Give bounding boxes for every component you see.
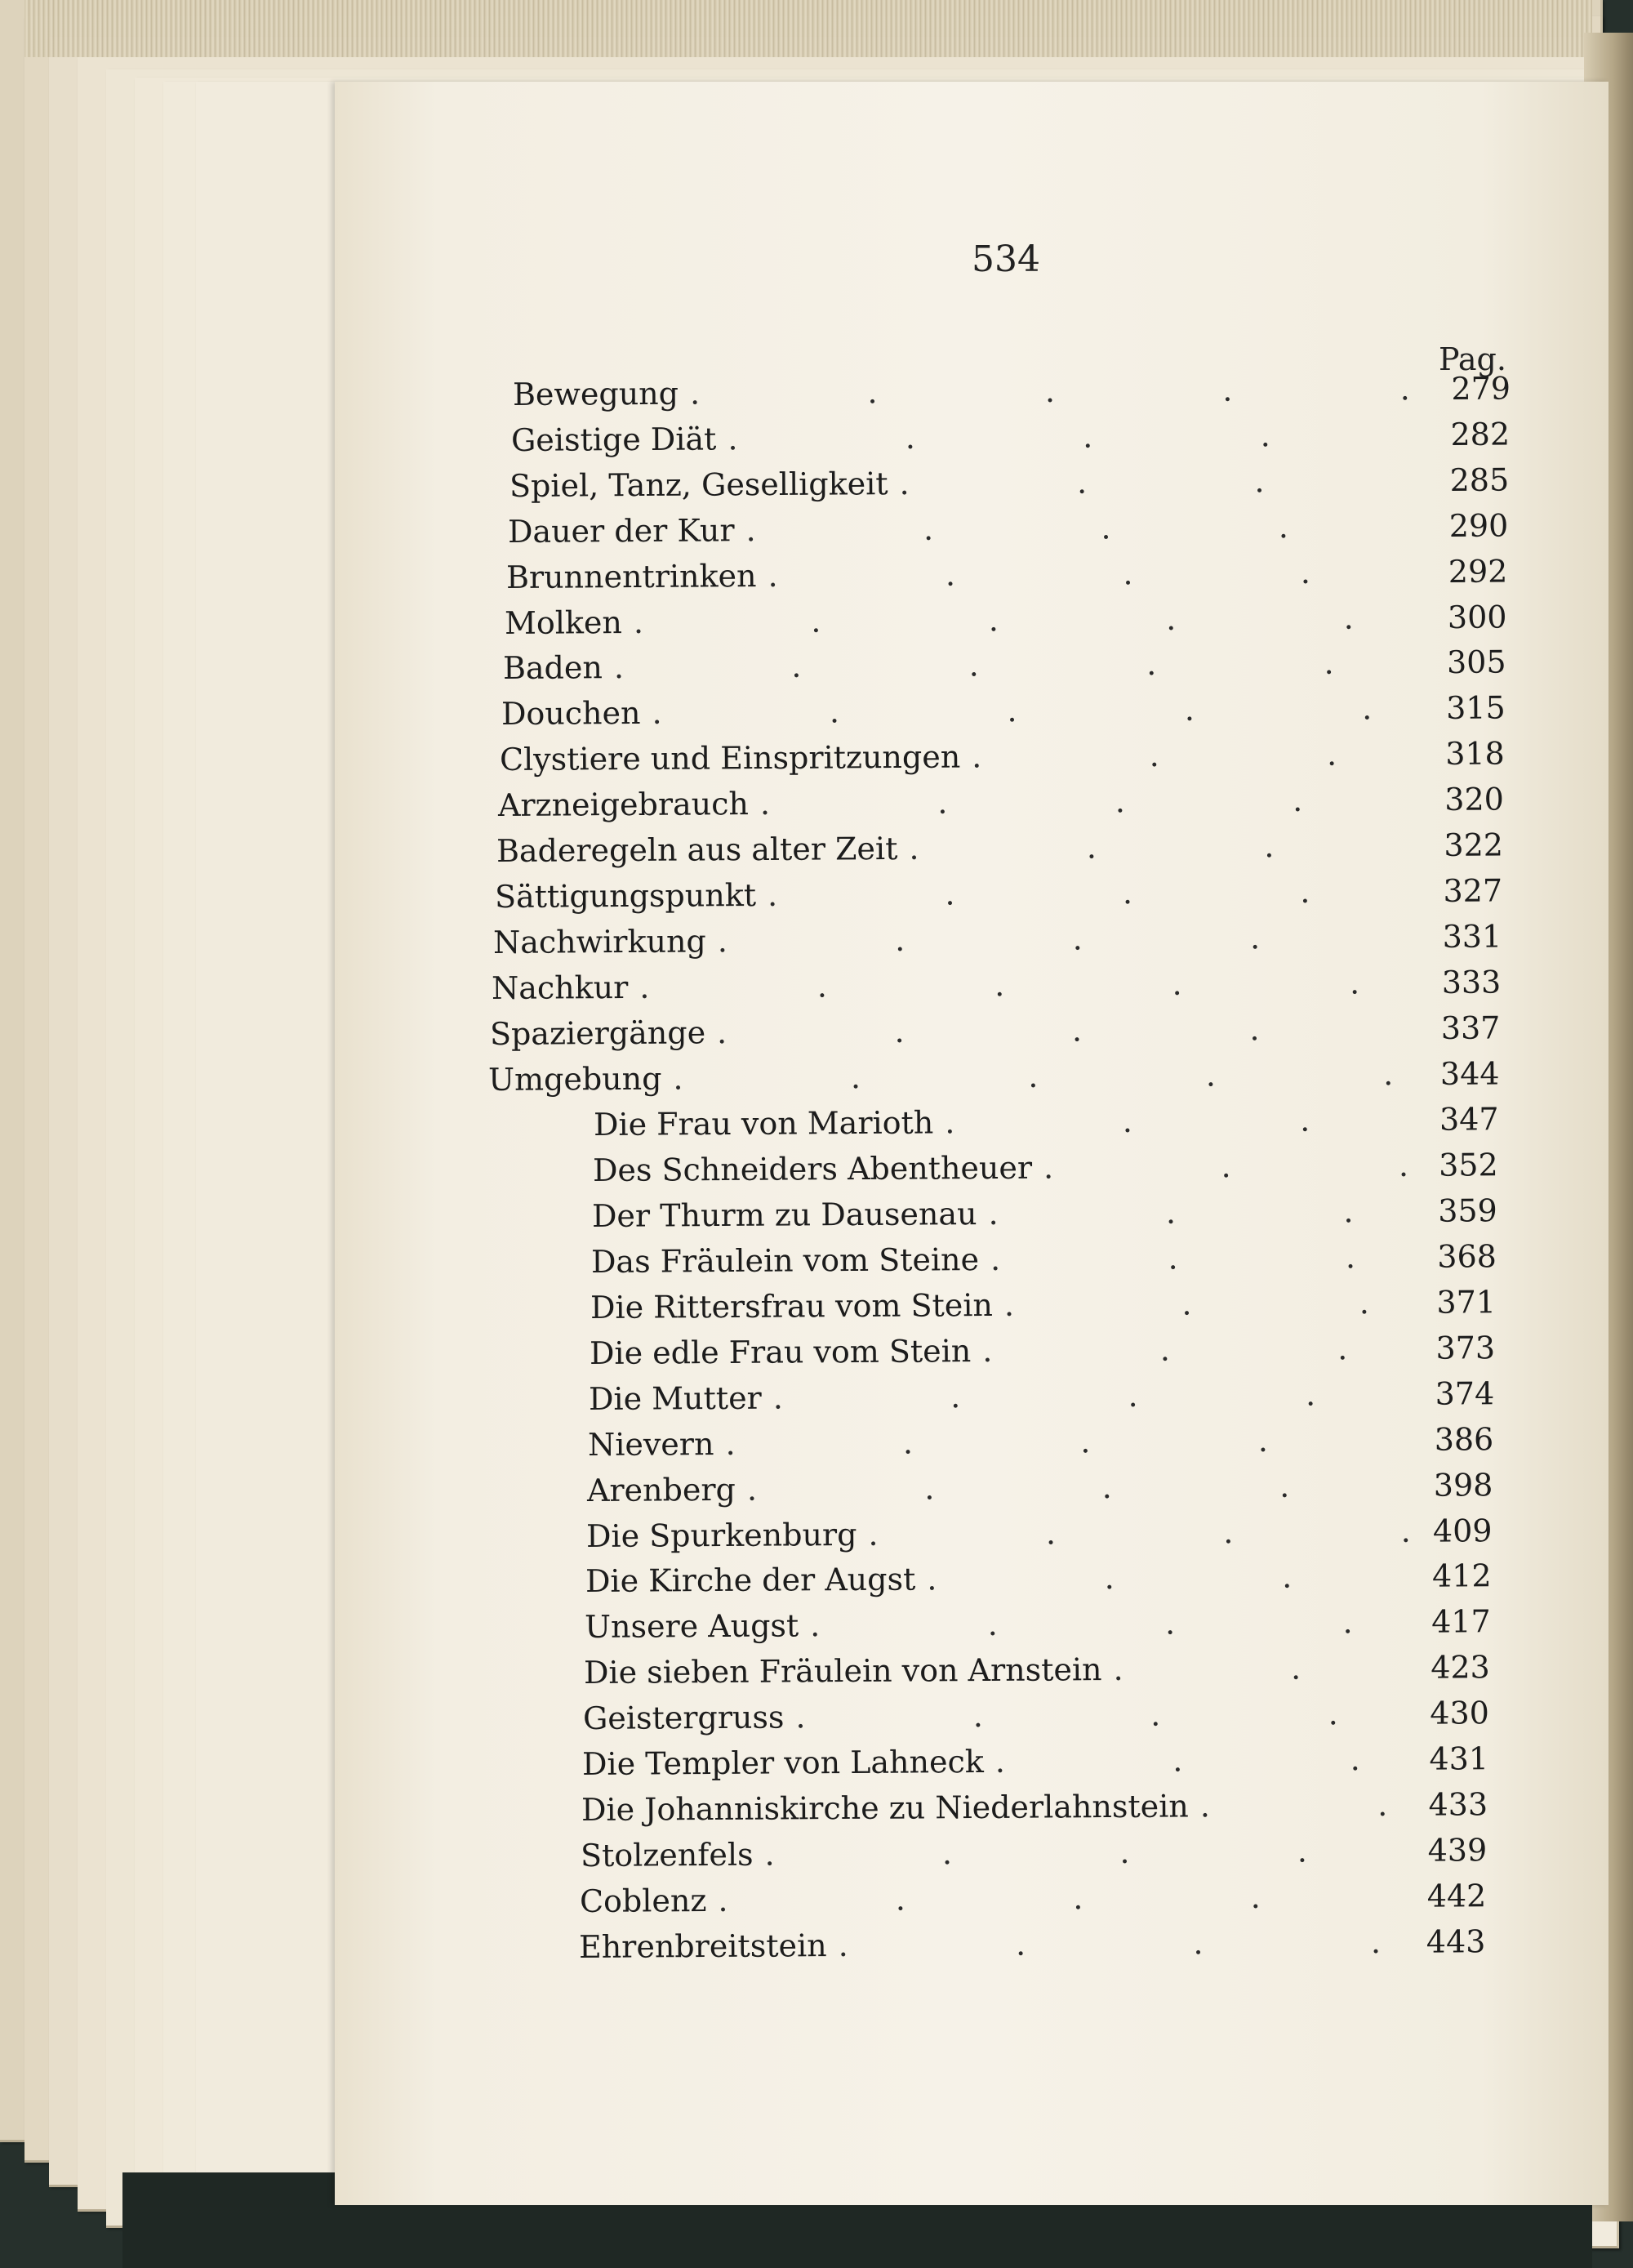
toc-entry-title: Das Fräulein vom Steine xyxy=(590,1241,980,1281)
toc-leader-dots xyxy=(768,550,1426,598)
toc-entry-page: 318 xyxy=(1445,735,1505,773)
toc-entry-page: 352 xyxy=(1439,1147,1498,1183)
toc-entry xyxy=(488,1051,1500,1102)
toc-leader-dots xyxy=(810,1600,1409,1647)
toc-entry-page: 386 xyxy=(1434,1420,1494,1458)
toc-entry xyxy=(505,595,1507,644)
toc-entry-page: 417 xyxy=(1431,1603,1491,1640)
toc-entry-title: Spiel, Tanz, Geselligkeit xyxy=(509,465,888,504)
toc-entry xyxy=(583,1691,1489,1740)
toc-entry xyxy=(579,1919,1486,1969)
toc-entry-title: Molken xyxy=(504,604,623,641)
toc-entry-page: 398 xyxy=(1433,1466,1493,1504)
toc-entry-page: 300 xyxy=(1447,599,1507,635)
toc-entry-page: 322 xyxy=(1444,827,1504,863)
toc-entry-title: Baderegeln aus alter Zeit xyxy=(496,830,898,869)
toc-leader-dots xyxy=(995,1737,1407,1784)
toc-entry-title: Clystiere und Einspritzungen xyxy=(499,738,961,778)
toc-entry xyxy=(588,1417,1494,1467)
toc-entry-title: Die Mutter xyxy=(588,1379,762,1417)
toc-entry xyxy=(590,1280,1496,1330)
toc-entry xyxy=(493,914,1502,965)
toc-entry-title: Die Rittersfrau vom Stein xyxy=(590,1286,994,1326)
toc-leader-dots xyxy=(1113,1646,1408,1691)
toc-entry-page: 359 xyxy=(1438,1192,1497,1229)
toc-entry xyxy=(592,1188,1497,1238)
toc-entry-page: 431 xyxy=(1429,1740,1489,1777)
toc-entry-title: Geistige Diät xyxy=(510,421,717,458)
toc-entry xyxy=(591,1234,1497,1284)
toc-leader-dots xyxy=(795,1691,1408,1740)
toc-leader-dots xyxy=(725,1418,1412,1466)
toc-entry-title: Baden xyxy=(502,649,603,687)
toc-entry-title: Die Spurkenburg xyxy=(585,1516,857,1554)
toc-leader-dots xyxy=(988,1189,1416,1236)
toc-entry xyxy=(492,960,1502,1010)
toc-entry-page: 368 xyxy=(1437,1238,1497,1275)
toc-entry-page: 315 xyxy=(1446,689,1506,727)
toc-entry xyxy=(508,503,1509,553)
toc-leader-dots xyxy=(614,640,1425,689)
toc-entry-title: Des Schneiders Abentheuer xyxy=(592,1150,1033,1189)
toc-entry-page: 423 xyxy=(1431,1649,1490,1686)
toc-entry xyxy=(498,778,1504,828)
toc-entry-page: 320 xyxy=(1444,781,1505,818)
toc-entry xyxy=(590,1326,1495,1375)
toc-entry xyxy=(509,457,1509,507)
toc-leader-dots xyxy=(868,1508,1410,1556)
toc-entry-page: 279 xyxy=(1451,370,1511,407)
toc-entry-title: Arzneigebrauch xyxy=(497,786,750,824)
toc-entry-page: 290 xyxy=(1448,507,1509,544)
toc-entry-title: Die sieben Fräulein von Arnstein xyxy=(583,1651,1102,1691)
toc-entry xyxy=(506,549,1508,599)
toc-leader-dots xyxy=(972,732,1423,778)
toc-entry xyxy=(585,1600,1491,1650)
toc-leader-dots xyxy=(747,1463,1412,1511)
toc-leader-dots xyxy=(764,1829,1405,1877)
toc-entry-title: Douchen xyxy=(501,695,641,733)
toc-entry-title: Die edle Frau vom Stein xyxy=(589,1333,972,1371)
toc-entry xyxy=(594,1098,1499,1147)
toc-leader-dots xyxy=(909,823,1422,871)
toc-leader-dots xyxy=(717,1006,1419,1054)
toc-entry xyxy=(511,412,1510,461)
toc-entry-title: Arenberg xyxy=(586,1471,736,1508)
toc-entry-title: Unsere Augst xyxy=(584,1607,799,1646)
toc-leader-dots xyxy=(639,960,1419,1009)
toc-entry-title: Spaziergänge xyxy=(489,1014,706,1052)
toc-entry-page: 333 xyxy=(1441,964,1502,1000)
toc-entry xyxy=(495,868,1502,919)
toc-entry-title: Die Kirche der Augst xyxy=(585,1561,916,1600)
toc-leader-dots xyxy=(1200,1783,1407,1829)
toc-leader-dots xyxy=(990,1235,1415,1281)
toc-entry-title: Bewegung xyxy=(512,375,679,412)
toc-entry xyxy=(503,640,1506,691)
toc-leader-dots xyxy=(718,1874,1404,1923)
toc-leader-dots xyxy=(652,686,1423,735)
toc-entry xyxy=(500,732,1505,782)
toc-entry-page: 374 xyxy=(1435,1375,1495,1412)
toc-leader-dots xyxy=(773,1372,1413,1420)
toc-entry-page: 373 xyxy=(1435,1330,1496,1366)
toc-leader-dots xyxy=(927,1554,1410,1602)
toc-leader-dots xyxy=(760,778,1422,826)
toc-entry-page: 305 xyxy=(1446,644,1506,681)
toc-leader-dots xyxy=(673,1052,1417,1101)
toc-entry-page: 433 xyxy=(1428,1786,1488,1823)
toc-leader-dots xyxy=(745,504,1426,552)
toc-entry-page: 331 xyxy=(1442,918,1502,955)
toc-leader-dots xyxy=(945,1098,1417,1145)
toc-entry-title: Nachkur xyxy=(491,969,629,1006)
toc-entry xyxy=(580,1874,1487,1923)
toc-entry-title: Nievern xyxy=(587,1425,714,1463)
toc-entry-page: 344 xyxy=(1439,1054,1500,1092)
toc-entry-page: 439 xyxy=(1427,1832,1488,1869)
toc-leader-dots xyxy=(690,367,1429,416)
toc-entry-title: Ehrenbreitstein xyxy=(578,1927,827,1965)
page-number: 534 xyxy=(972,238,1040,280)
toc-entry xyxy=(581,1782,1488,1832)
toc-entry-page: 442 xyxy=(1426,1877,1487,1914)
toc-entry xyxy=(589,1371,1494,1421)
toc-entry-title: Umgebung xyxy=(487,1060,662,1098)
toc-leader-dots xyxy=(982,1326,1413,1373)
toc-entry-title: Coblenz xyxy=(579,1882,707,1919)
toc-leader-dots xyxy=(718,915,1421,963)
toc-entry-title: Sättigungspunkt xyxy=(494,876,757,915)
toc-entry-title: Die Templer von Lahneck xyxy=(581,1743,984,1782)
toc-entry xyxy=(593,1143,1498,1193)
toc-entry xyxy=(496,822,1503,873)
toc-entry-title: Die Johanniskirche zu Niederlahnstein xyxy=(581,1788,1189,1828)
toc-leader-dots xyxy=(838,1919,1404,1967)
toc-entry-page: 282 xyxy=(1450,416,1511,452)
toc-leader-dots xyxy=(728,412,1428,461)
toc-entry-page: 443 xyxy=(1426,1923,1486,1960)
toc-entry-title: Stolzenfels xyxy=(580,1836,754,1874)
toc-leader-dots xyxy=(1004,1281,1414,1327)
toc-entry xyxy=(585,1554,1492,1604)
toc-entry xyxy=(582,1736,1488,1786)
toc-leader-dots xyxy=(899,458,1427,506)
toc-entry xyxy=(490,1005,1501,1056)
toc-leader-dots xyxy=(768,869,1421,917)
toc-entry-page: 337 xyxy=(1440,1009,1501,1046)
toc-entry-title: Dauer der Kur xyxy=(507,511,735,550)
toc-entry-title: Nachwirkung xyxy=(492,923,706,960)
toc-entry-page: 430 xyxy=(1430,1695,1490,1731)
toc-entry xyxy=(581,1828,1487,1878)
toc-entry-title: Geistergruss xyxy=(582,1699,785,1737)
toc-entry-page: 292 xyxy=(1448,553,1508,590)
toc-entry-title: Der Thurm zu Dausenau xyxy=(591,1196,977,1235)
toc-entry-page: 371 xyxy=(1436,1284,1497,1321)
toc-entry-page: 412 xyxy=(1431,1557,1492,1595)
toc-leader-dots xyxy=(634,595,1426,644)
toc-entry-page: 285 xyxy=(1449,461,1510,498)
toc-entry-page: 347 xyxy=(1439,1101,1499,1138)
pag-column-label: Pag. xyxy=(1439,341,1506,377)
toc-entry-page: 327 xyxy=(1443,872,1503,909)
toc-entry xyxy=(586,1508,1493,1558)
toc-entry xyxy=(584,1645,1490,1695)
toc-entry xyxy=(513,367,1511,417)
toc-entry-page: 409 xyxy=(1432,1512,1493,1549)
toc-entry-title: Brunnentrinken xyxy=(505,557,757,595)
toc-leader-dots xyxy=(1043,1143,1417,1190)
toc-entry xyxy=(587,1463,1493,1513)
toc-entry xyxy=(501,686,1506,737)
toc-entry-title: Die Frau von Marioth xyxy=(593,1104,934,1143)
